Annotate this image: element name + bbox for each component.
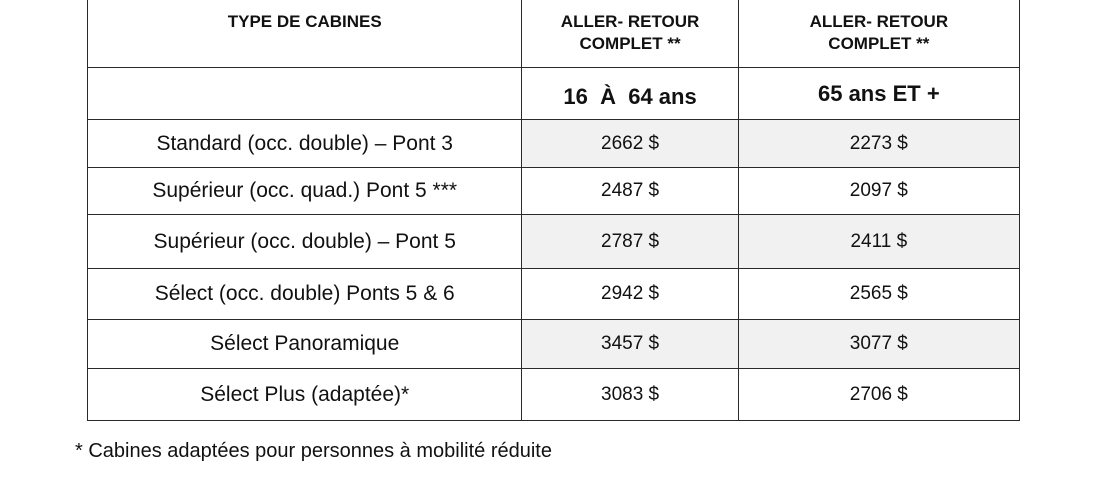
- age-group-row: [88, 68, 1020, 120]
- price-65-plus-cell: 2706 $: [738, 369, 1019, 421]
- price-16-64-cell: 2662 $: [522, 120, 738, 168]
- header-round-trip-65-plus: [738, 0, 1019, 68]
- table-row: [88, 269, 1020, 320]
- cabin-type-cell: Sélect Panoramique: [88, 320, 522, 369]
- price-65-plus-cell: 3077 $: [738, 320, 1019, 369]
- header-round-trip-16-64: [522, 0, 738, 68]
- header-line: COMPLET **: [579, 34, 681, 53]
- cabin-price-table: [87, 0, 1020, 421]
- age-group-65-plus: 65 ans ET +: [738, 68, 1019, 120]
- price-16-64-cell: 3083 $: [522, 369, 738, 421]
- cabin-type-cell: Supérieur (occ. double) – Pont 5: [88, 215, 522, 269]
- price-16-64-cell: 3457 $: [522, 320, 738, 369]
- price-16-64-cell: 2487 $: [522, 168, 738, 215]
- age-empty-cell: [88, 68, 522, 120]
- cabin-type-cell: Standard (occ. double) – Pont 3: [88, 120, 522, 168]
- table-row: [88, 215, 1020, 269]
- price-65-plus-cell: 2273 $: [738, 120, 1019, 168]
- price-65-plus-cell: 2411 $: [738, 215, 1019, 269]
- header-line: ALLER- RETOUR: [809, 12, 949, 31]
- header-line: ALLER- RETOUR: [560, 12, 700, 31]
- price-65-plus-cell: 2097 $: [738, 168, 1019, 215]
- table-header-row: [88, 0, 1020, 68]
- price-16-64-cell: 2787 $: [522, 215, 738, 269]
- table-row: [88, 369, 1020, 421]
- price-16-64-cell: 2942 $: [522, 269, 738, 320]
- price-65-plus-cell: 2565 $: [738, 269, 1019, 320]
- header-cabin-type: TYPE DE CABINES: [88, 0, 522, 68]
- header-line: COMPLET **: [828, 34, 930, 53]
- table-row: [88, 120, 1020, 168]
- table-row: [88, 320, 1020, 369]
- footnote: * Cabines adaptées pour personnes à mobilité réduite: [75, 440, 552, 462]
- table-row: [88, 168, 1020, 215]
- cabin-type-cell: Supérieur (occ. quad.) Pont 5 ***: [88, 168, 522, 215]
- cabin-type-cell: Sélect (occ. double) Ponts 5 & 6: [88, 269, 522, 320]
- cabin-type-cell: Sélect Plus (adaptée)*: [88, 369, 522, 421]
- age-group-16-64: 16 À 64 ans: [522, 68, 738, 120]
